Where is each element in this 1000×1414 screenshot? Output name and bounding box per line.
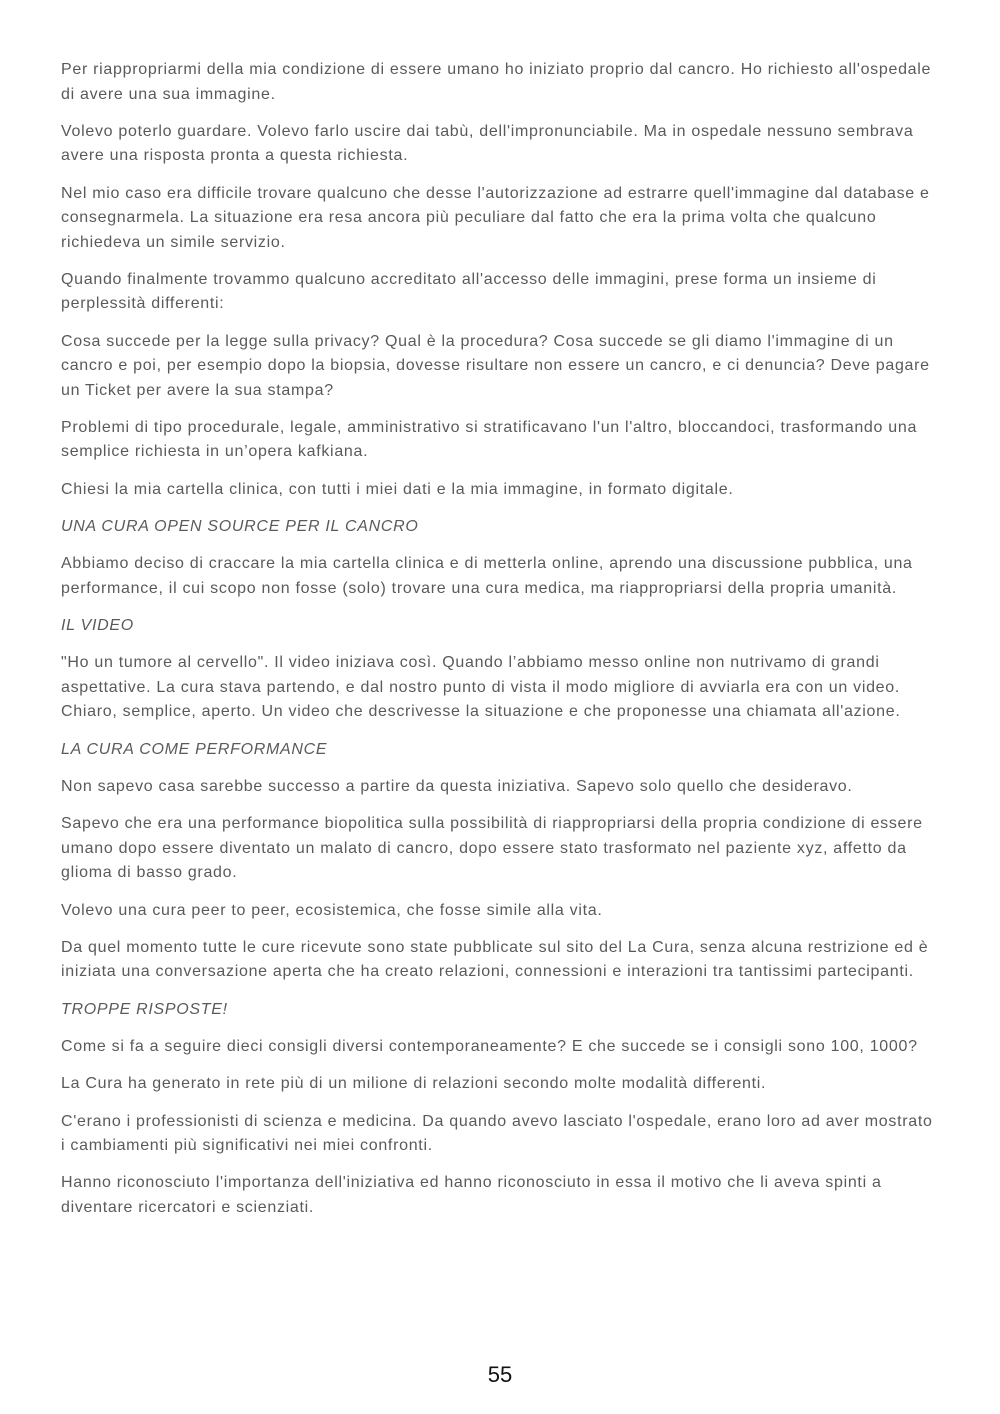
body-text <box>61 58 941 1233</box>
paragraph: Problemi di tipo procedurale, legale, amministrativo si stratificavano l'un l'altro, bloccandoci, trasformando una semplice richiesta in un’opera kafkiana. <box>61 418 918 461</box>
paragraph: Hanno riconosciuto l'importanza dell'iniziativa ed hanno riconosciuto in essa il motivo che li aveva spinti a diventare ricercatori e scienziati. <box>61 1174 882 1216</box>
paragraph: Sapevo che era una performance biopolitica sulla possibilità di riappropriarsi della propria condizione di essere umano dopo essere diventato un malato di cancro, dopo essere stato trasformato nel paziente xyz, affetto da glioma di basso grado. <box>61 815 923 882</box>
paragraph: "Ho un tumore al cervello". Il video iniziava così. Quando l’abbiamo messo online non nutrivamo di grandi aspettative. La cura stava partendo, e dal nostro punto di vista il modo migliore di avviarla era con un video. Chiaro, semplice, aperto. Un video che descrivesse la situazione e che proponesse una chiamata all'azione. <box>61 654 901 721</box>
section-heading: TROPPE RISPOSTE! <box>61 1000 228 1018</box>
paragraph: C'erano i professionisti di scienza e medicina. Da quando avevo lasciato l'ospedale, erano loro ad aver mostrato i cambiamenti più significativi nei miei confronti. <box>61 1112 933 1155</box>
section-heading: LA CURA COME PERFORMANCE <box>61 740 328 758</box>
paragraph: Volevo una cura peer to peer, ecosistemica, che fosse simile alla vita. <box>61 901 603 919</box>
paragraph: Da quel momento tutte le cure ricevute sono state pubblicate sul sito del La Cura, senza alcuna restrizione ed è iniziata una conversazione aperta che ha creato relazioni, connessioni e interazioni tra tantissimi partecipanti. <box>61 938 929 981</box>
paragraph: Non sapevo casa sarebbe successo a partire da questa iniziativa. Sapevo solo quello che desideravo. <box>61 778 853 796</box>
paragraph: Abbiamo deciso di craccare la mia cartella clinica e di metterla online, aprendo una discussione pubblica, una performance, il cui scopo non fosse (solo) trovare una cura medica, ma riappropriarsi della propria umanità. <box>61 555 913 597</box>
paragraph: Quando finalmente trovammo qualcuno accreditato all'accesso delle immagini, prese forma un insieme di perplessità differenti: <box>61 270 877 313</box>
section-heading: UNA CURA OPEN SOURCE PER IL CANCRO <box>61 518 419 536</box>
paragraph: Nel mio caso era difficile trovare qualcuno che desse l'autorizzazione ad estrarre quell'immagine dal database e consegnarmela. La situazione era resa ancora più peculiare dal fatto che era la prima volta che qualcuno richiedeva un simile servizio. <box>61 184 930 251</box>
paragraph: Volevo poterlo guardare. Volevo farlo uscire dai tabù, dell'impronunciabile. Ma in ospedale nessuno sembrava avere una risposta pronta a questa richiesta. <box>61 122 914 165</box>
paragraph: Come si fa a seguire dieci consigli diversi contemporaneamente? E che succede se i consigli sono 100, 1000? <box>61 1038 918 1056</box>
paragraph: Per riappropriarmi della mia condizione di essere umano ho iniziato proprio dal cancro. Ho richiesto all'ospedale di avere una sua immagine. <box>61 61 932 103</box>
paragraph: La Cura ha generato in rete più di un milione di relazioni secondo molte modalità differenti. <box>61 1075 767 1093</box>
paragraph: Chiesi la mia cartella clinica, con tutti i miei dati e la mia immagine, in formato digitale. <box>61 480 734 498</box>
paragraph: Cosa succede per la legge sulla privacy? Qual è la procedura? Cosa succede se gli diamo l'immagine di un cancro e poi, per esempio dopo la biopsia, dovesse risultare non essere un cancro, e ci denuncia? Deve pagare un Ticket per avere la sua stampa? <box>61 332 930 399</box>
page-number: 55 <box>487 1362 513 1387</box>
section-heading: IL VIDEO <box>61 617 134 635</box>
